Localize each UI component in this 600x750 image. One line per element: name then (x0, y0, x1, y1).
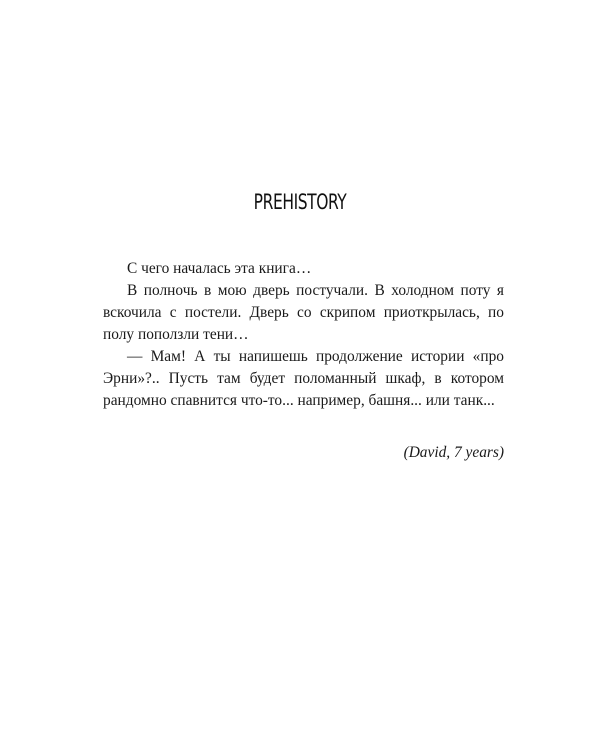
paragraph: С чего началась эта книга… (127, 260, 312, 277)
paragraph: В полночь в мою дверь постучали. В холодном поту я вскочила с постели. Дверь со скрипом приоткрылась, по полу поползли тени… (103, 282, 504, 343)
chapter-heading: PREHISTORY (253, 190, 347, 214)
body-text (103, 258, 504, 412)
signature: (David, 7 years) (403, 444, 504, 461)
paragraph: — Мам! А ты напишешь продолжение истории «про Эрни»?.. Пусть там будет поломанный шкаф, в котором рандомно спавнится что-то... например, башня... или танк... (103, 348, 504, 409)
